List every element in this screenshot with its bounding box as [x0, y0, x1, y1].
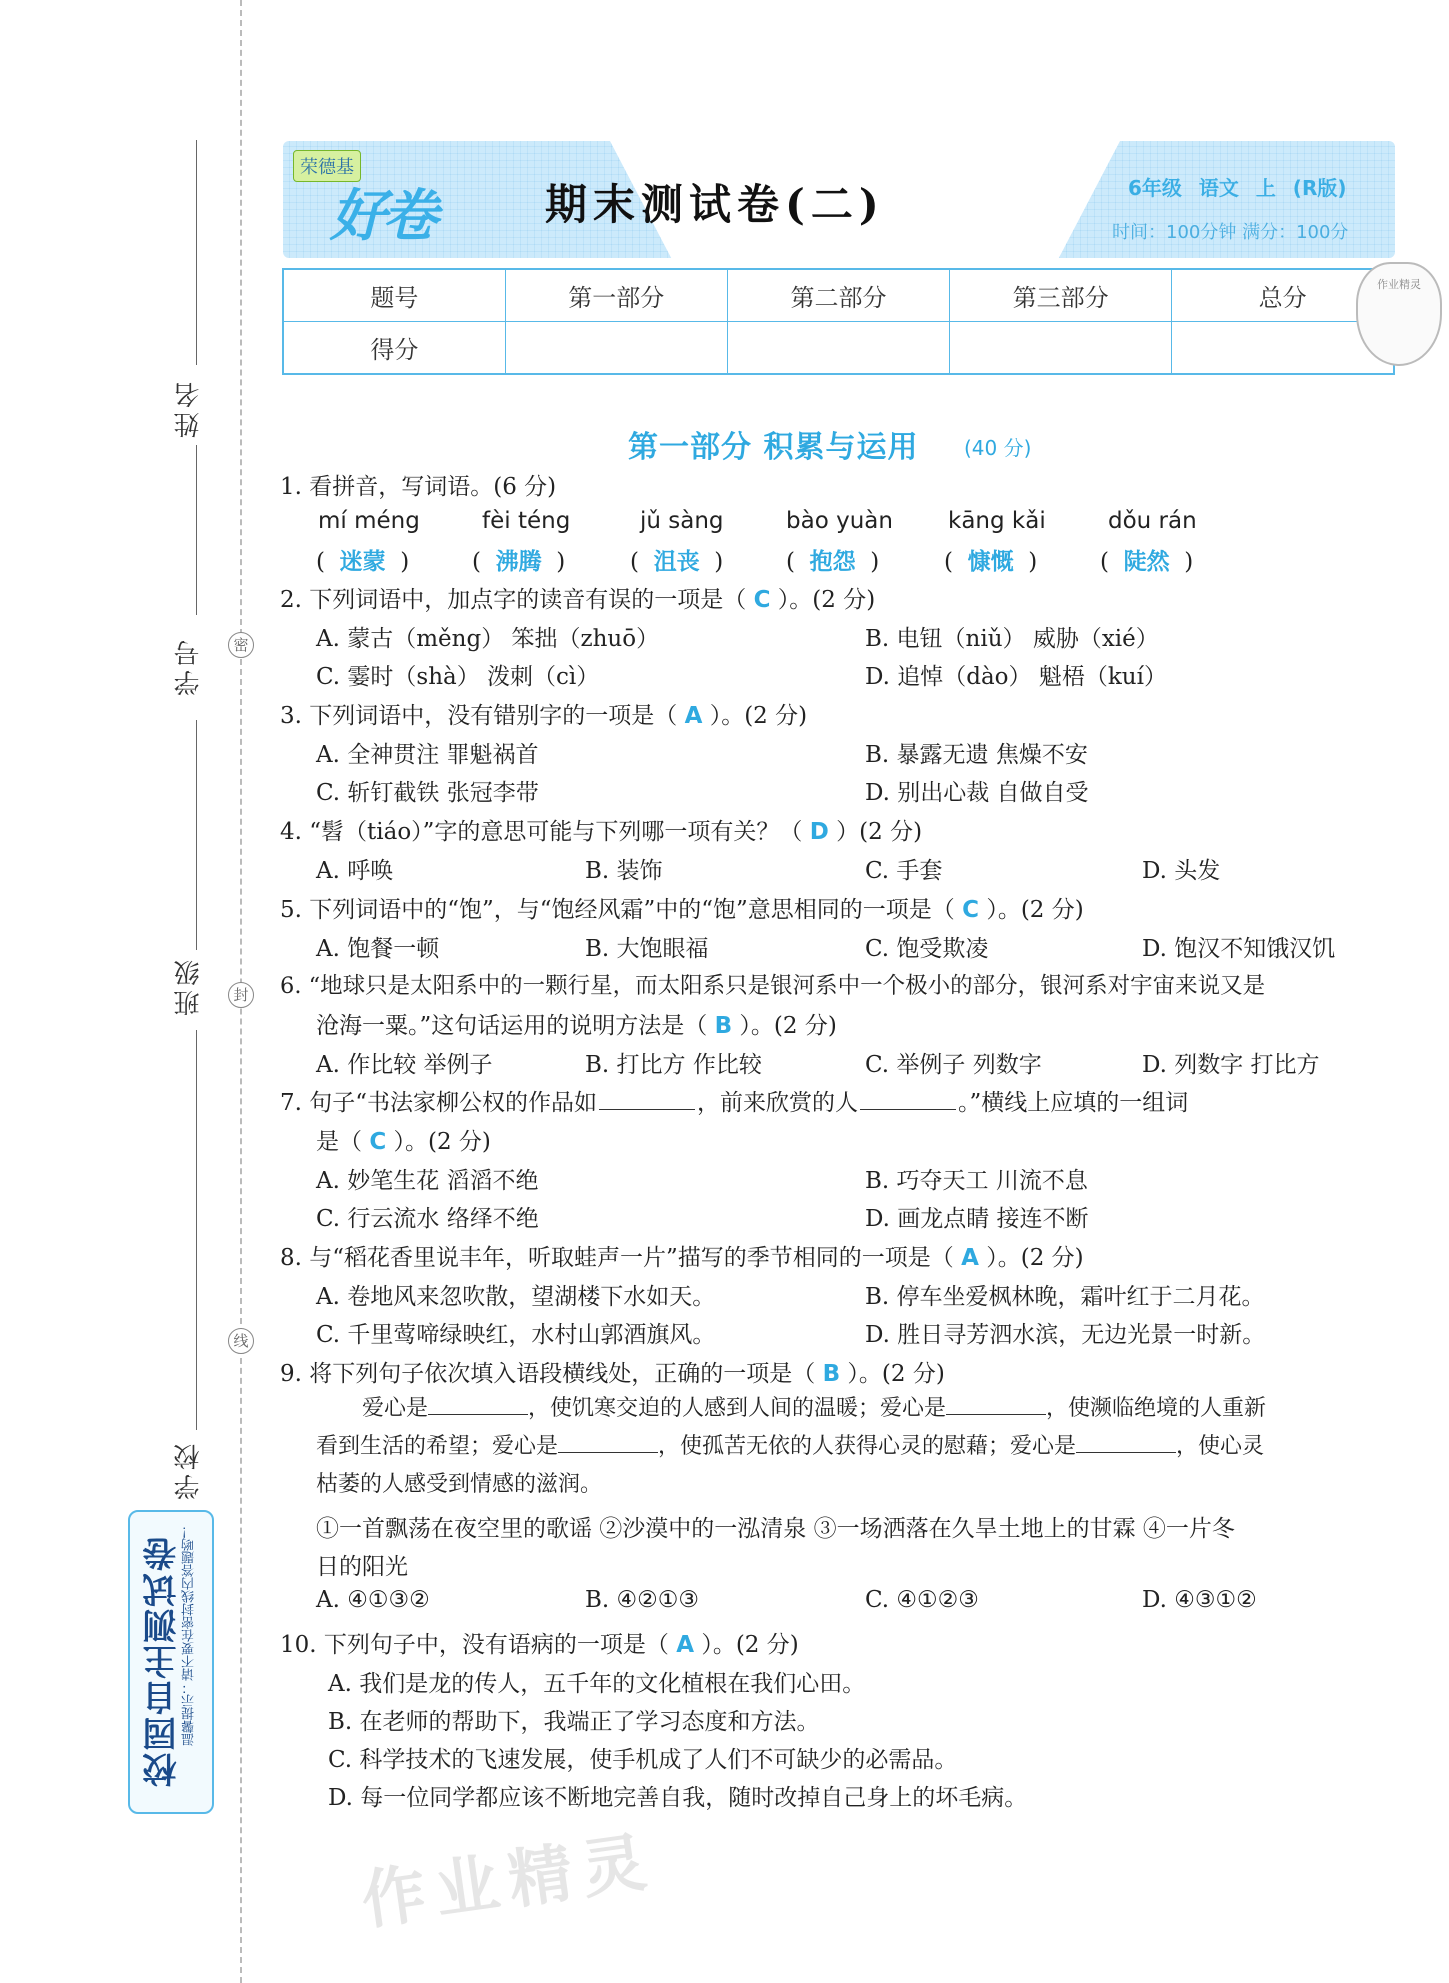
- answer: 沮丧: [653, 549, 700, 575]
- q6-line2: 沧海一粟。”这句话运用的说明方法是（ B ）。(2 分): [316, 1013, 837, 1039]
- q6-line1: 6. “地球只是太阳系中的一颗行星，而太阳系只是银河系中一个极小的部分，银河系对宇宙来说又是: [280, 973, 1266, 999]
- q3-option-b: B. 暴露无遗 焦燥不安: [865, 742, 1088, 768]
- q9-items: ①一首飘荡在夜空里的歌谣 ②沙漠中的一泓清泉 ③一场洒落在久旱土地上的甘霖 ④一片冬: [316, 1516, 1235, 1542]
- pinyin: mí méng: [318, 508, 420, 534]
- q4-option-c: C. 手套: [865, 858, 943, 884]
- pinyin: kāng kǎi: [948, 508, 1046, 534]
- q6-option-c: C. 举例子 列数字: [865, 1052, 1042, 1078]
- answer-box: ( 抱怨 ): [786, 549, 880, 575]
- answer: 抱怨: [809, 549, 856, 575]
- q9-stem: 9. 将下列句子依次填入语段横线处，正确的一项是（ B ）。(2 分): [280, 1361, 945, 1387]
- q5-option-a: A. 饱餐一顿: [316, 936, 440, 962]
- score-cell: 题号: [283, 269, 505, 322]
- brand-vertical-title: 校园自主测试卷: [143, 1535, 183, 1787]
- q8-option-c: C. 千里莺啼绿映红，水村山郭酒旗风。: [316, 1322, 716, 1348]
- score-input-cell[interactable]: [950, 322, 1172, 375]
- q7-line2: 是（ C ）。(2 分): [316, 1129, 491, 1155]
- answer-box: ( 陡然 ): [1100, 549, 1194, 575]
- pinyin: jǔ sàng: [640, 508, 724, 534]
- q4-option-d: D. 头发: [1142, 858, 1221, 884]
- answer: B: [822, 1361, 841, 1387]
- score-cell: 第二部分: [727, 269, 949, 322]
- q9-paragraph-line2: 看到生活的希望；爱心是 ，使孤苦无依的人获得心灵的慰藉；爱心是 ，使心灵: [316, 1434, 1265, 1459]
- q6-option-d: D. 列数字 打比方: [1142, 1052, 1320, 1078]
- q9-option-b: B. ④②①③: [585, 1587, 700, 1613]
- answer: C: [962, 897, 980, 923]
- pinyin: bào yuàn: [786, 508, 893, 534]
- logo: 好卷: [330, 184, 434, 249]
- q10-option-a: A. 我们是龙的传人，五千年的文化植根在我们心田。: [328, 1671, 866, 1697]
- score-cell: 得分: [283, 322, 505, 375]
- q4-stem: 4. “髫（tiáo）”字的意思可能与下列哪一项有关？（ D ）(2 分): [280, 819, 923, 845]
- q10-option-b: B. 在老师的帮助下，我端正了学习态度和方法。: [328, 1709, 820, 1735]
- name-label: 姓名: [174, 378, 204, 438]
- answer-box: ( 迷蒙 ): [316, 549, 410, 575]
- answer: B: [714, 1013, 733, 1039]
- grade-info: 6年级 语文 上 (R版): [1128, 176, 1347, 200]
- class-label: 班级: [174, 956, 204, 1016]
- answer: 慷慨: [967, 549, 1014, 575]
- q2-option-a: A. 蒙古（měng） 笨拙（zhuō）: [316, 626, 660, 652]
- time-info: 时间：100分钟 满分：100分: [1112, 222, 1349, 243]
- answer: C: [753, 587, 771, 613]
- answer-box: ( 沮丧 ): [630, 549, 724, 575]
- class-line: [196, 1030, 197, 1430]
- score-table-header-row: [283, 269, 1394, 322]
- q5-option-c: C. 饱受欺凌: [865, 936, 989, 962]
- q8-option-a: A. 卷地风来忽吹散，望湖楼下水如天。: [316, 1284, 716, 1310]
- q9-option-d: D. ④③①②: [1142, 1587, 1257, 1613]
- answer: 陡然: [1123, 549, 1170, 575]
- q2-option-c: C. 霎时（shà） 泼刺（cì）: [316, 664, 600, 690]
- score-cell: 总分: [1172, 269, 1394, 322]
- student-id-label: 学号: [174, 636, 204, 696]
- q4-option-b: B. 装饰: [585, 858, 663, 884]
- q5-option-b: B. 大饱眼福: [585, 936, 709, 962]
- id-line: [196, 720, 197, 950]
- q10-option-c: C. 科学技术的飞速发展，使手机成了人们不可缺少的必需品。: [328, 1747, 958, 1773]
- seal-char-mi: 密: [228, 632, 254, 658]
- brand-tip: 温馨提示：请不要在密封线内答题哟！: [182, 1525, 197, 1746]
- score-input-cell[interactable]: [727, 322, 949, 375]
- seal-char-feng: 封: [228, 982, 254, 1008]
- name-line: [196, 140, 197, 365]
- q10-stem: 10. 下列句子中，没有语病的一项是（ A ）。(2 分): [280, 1632, 799, 1658]
- q7-option-c: C. 行云流水 络绎不绝: [316, 1206, 539, 1232]
- answer: A: [676, 1632, 695, 1658]
- score-input-cell[interactable]: [505, 322, 727, 375]
- pinyin: dǒu rán: [1108, 508, 1197, 534]
- score-cell: 第一部分: [505, 269, 727, 322]
- q7-option-d: D. 画龙点睛 接连不断: [865, 1206, 1089, 1232]
- exam-title: 期末测试卷(二): [545, 180, 885, 229]
- q9-paragraph-line1: 爱心是 ，使饥寒交迫的人感到人间的温暖；爱心是 ，使濒临绝境的人重新: [362, 1396, 1267, 1421]
- name-line-lower: [196, 445, 197, 615]
- q2-stem: 2. 下列词语中，加点字的读音有误的一项是（ C ）。(2 分): [280, 587, 876, 613]
- answer: A: [961, 1245, 979, 1271]
- stamp-seal: 作业精灵: [1356, 262, 1442, 366]
- q9-paragraph-line3: 枯萎的人感受到情感的滋润。: [316, 1472, 603, 1497]
- q3-option-d: D. 别出心裁 自做自受: [865, 780, 1089, 806]
- section-score: (40 分): [964, 436, 1032, 460]
- score-table: [282, 268, 1395, 375]
- q8-option-b: B. 停车坐爱枫林晚，霜叶红于二月花。: [865, 1284, 1265, 1310]
- answer: 迷蒙: [339, 549, 386, 575]
- q5-option-d: D. 饱汉不知饿汉饥: [1142, 936, 1336, 962]
- answer: D: [809, 819, 829, 845]
- section-title: 第一部分 积累与运用: [628, 430, 919, 465]
- q7-line1: 7. 句子“书法家柳公权的作品如 ，前来欣赏的人 。”横线上应填的一组词: [280, 1090, 1189, 1116]
- watermark: 作业精灵: [357, 1824, 661, 1940]
- q3-option-c: C. 斩钉截铁 张冠李带: [316, 780, 539, 806]
- seal-char-xian: 线: [228, 1328, 254, 1354]
- q10-option-d: D. 每一位同学都应该不断地完善自我，随时改掉自己身上的坏毛病。: [328, 1785, 1028, 1811]
- q6-option-a: A. 作比较 举例子: [316, 1052, 493, 1078]
- q3-stem: 3. 下列词语中，没有错别字的一项是（ A ）。(2 分): [280, 703, 808, 729]
- q7-option-b: B. 巧夺天工 川流不息: [865, 1168, 1088, 1194]
- q9-option-c: C. ④①②③: [865, 1587, 979, 1613]
- answer: 沸腾: [495, 549, 542, 575]
- answer-box: ( 沸腾 ): [472, 549, 566, 575]
- q7-option-a: A. 妙笔生花 滔滔不绝: [316, 1168, 539, 1194]
- answer-box: ( 慷慨 ): [944, 549, 1038, 575]
- q5-stem: 5. 下列词语中的“饱”，与“饱经风霜”中的“饱”意思相同的一项是（ C ）。(2 分): [280, 897, 1084, 923]
- q2-option-d: D. 追悼（dào） 魁梧（kuí）: [865, 664, 1167, 690]
- q9-option-a: A. ④①③②: [316, 1587, 430, 1613]
- score-cell: 第三部分: [950, 269, 1172, 322]
- answer: C: [369, 1129, 387, 1155]
- q8-stem: 8. 与“稻花香里说丰年，听取蛙声一片”描写的季节相同的一项是（ A ）。(2 分): [280, 1245, 1084, 1271]
- q4-option-a: A. 呼唤: [316, 858, 394, 884]
- pinyin: fèi téng: [482, 508, 571, 534]
- q9-items-cont: 日的阳光: [316, 1554, 408, 1580]
- q3-option-a: A. 全神贯注 罪魁祸首: [316, 742, 539, 768]
- q6-option-b: B. 打比方 作比较: [585, 1052, 762, 1078]
- q1-stem: 1. 看拼音，写词语。(6 分): [280, 474, 557, 500]
- school-label: 学校: [174, 1440, 204, 1500]
- score-table-score-row: [283, 322, 1394, 375]
- brand-tag: 荣德基: [293, 150, 361, 182]
- q8-option-d: D. 胜日寻芳泗水滨，无边光景一时新。: [865, 1322, 1266, 1348]
- q2-option-b: B. 电钮（niǔ） 威胁（xié）: [865, 626, 1159, 652]
- answer: A: [684, 703, 703, 729]
